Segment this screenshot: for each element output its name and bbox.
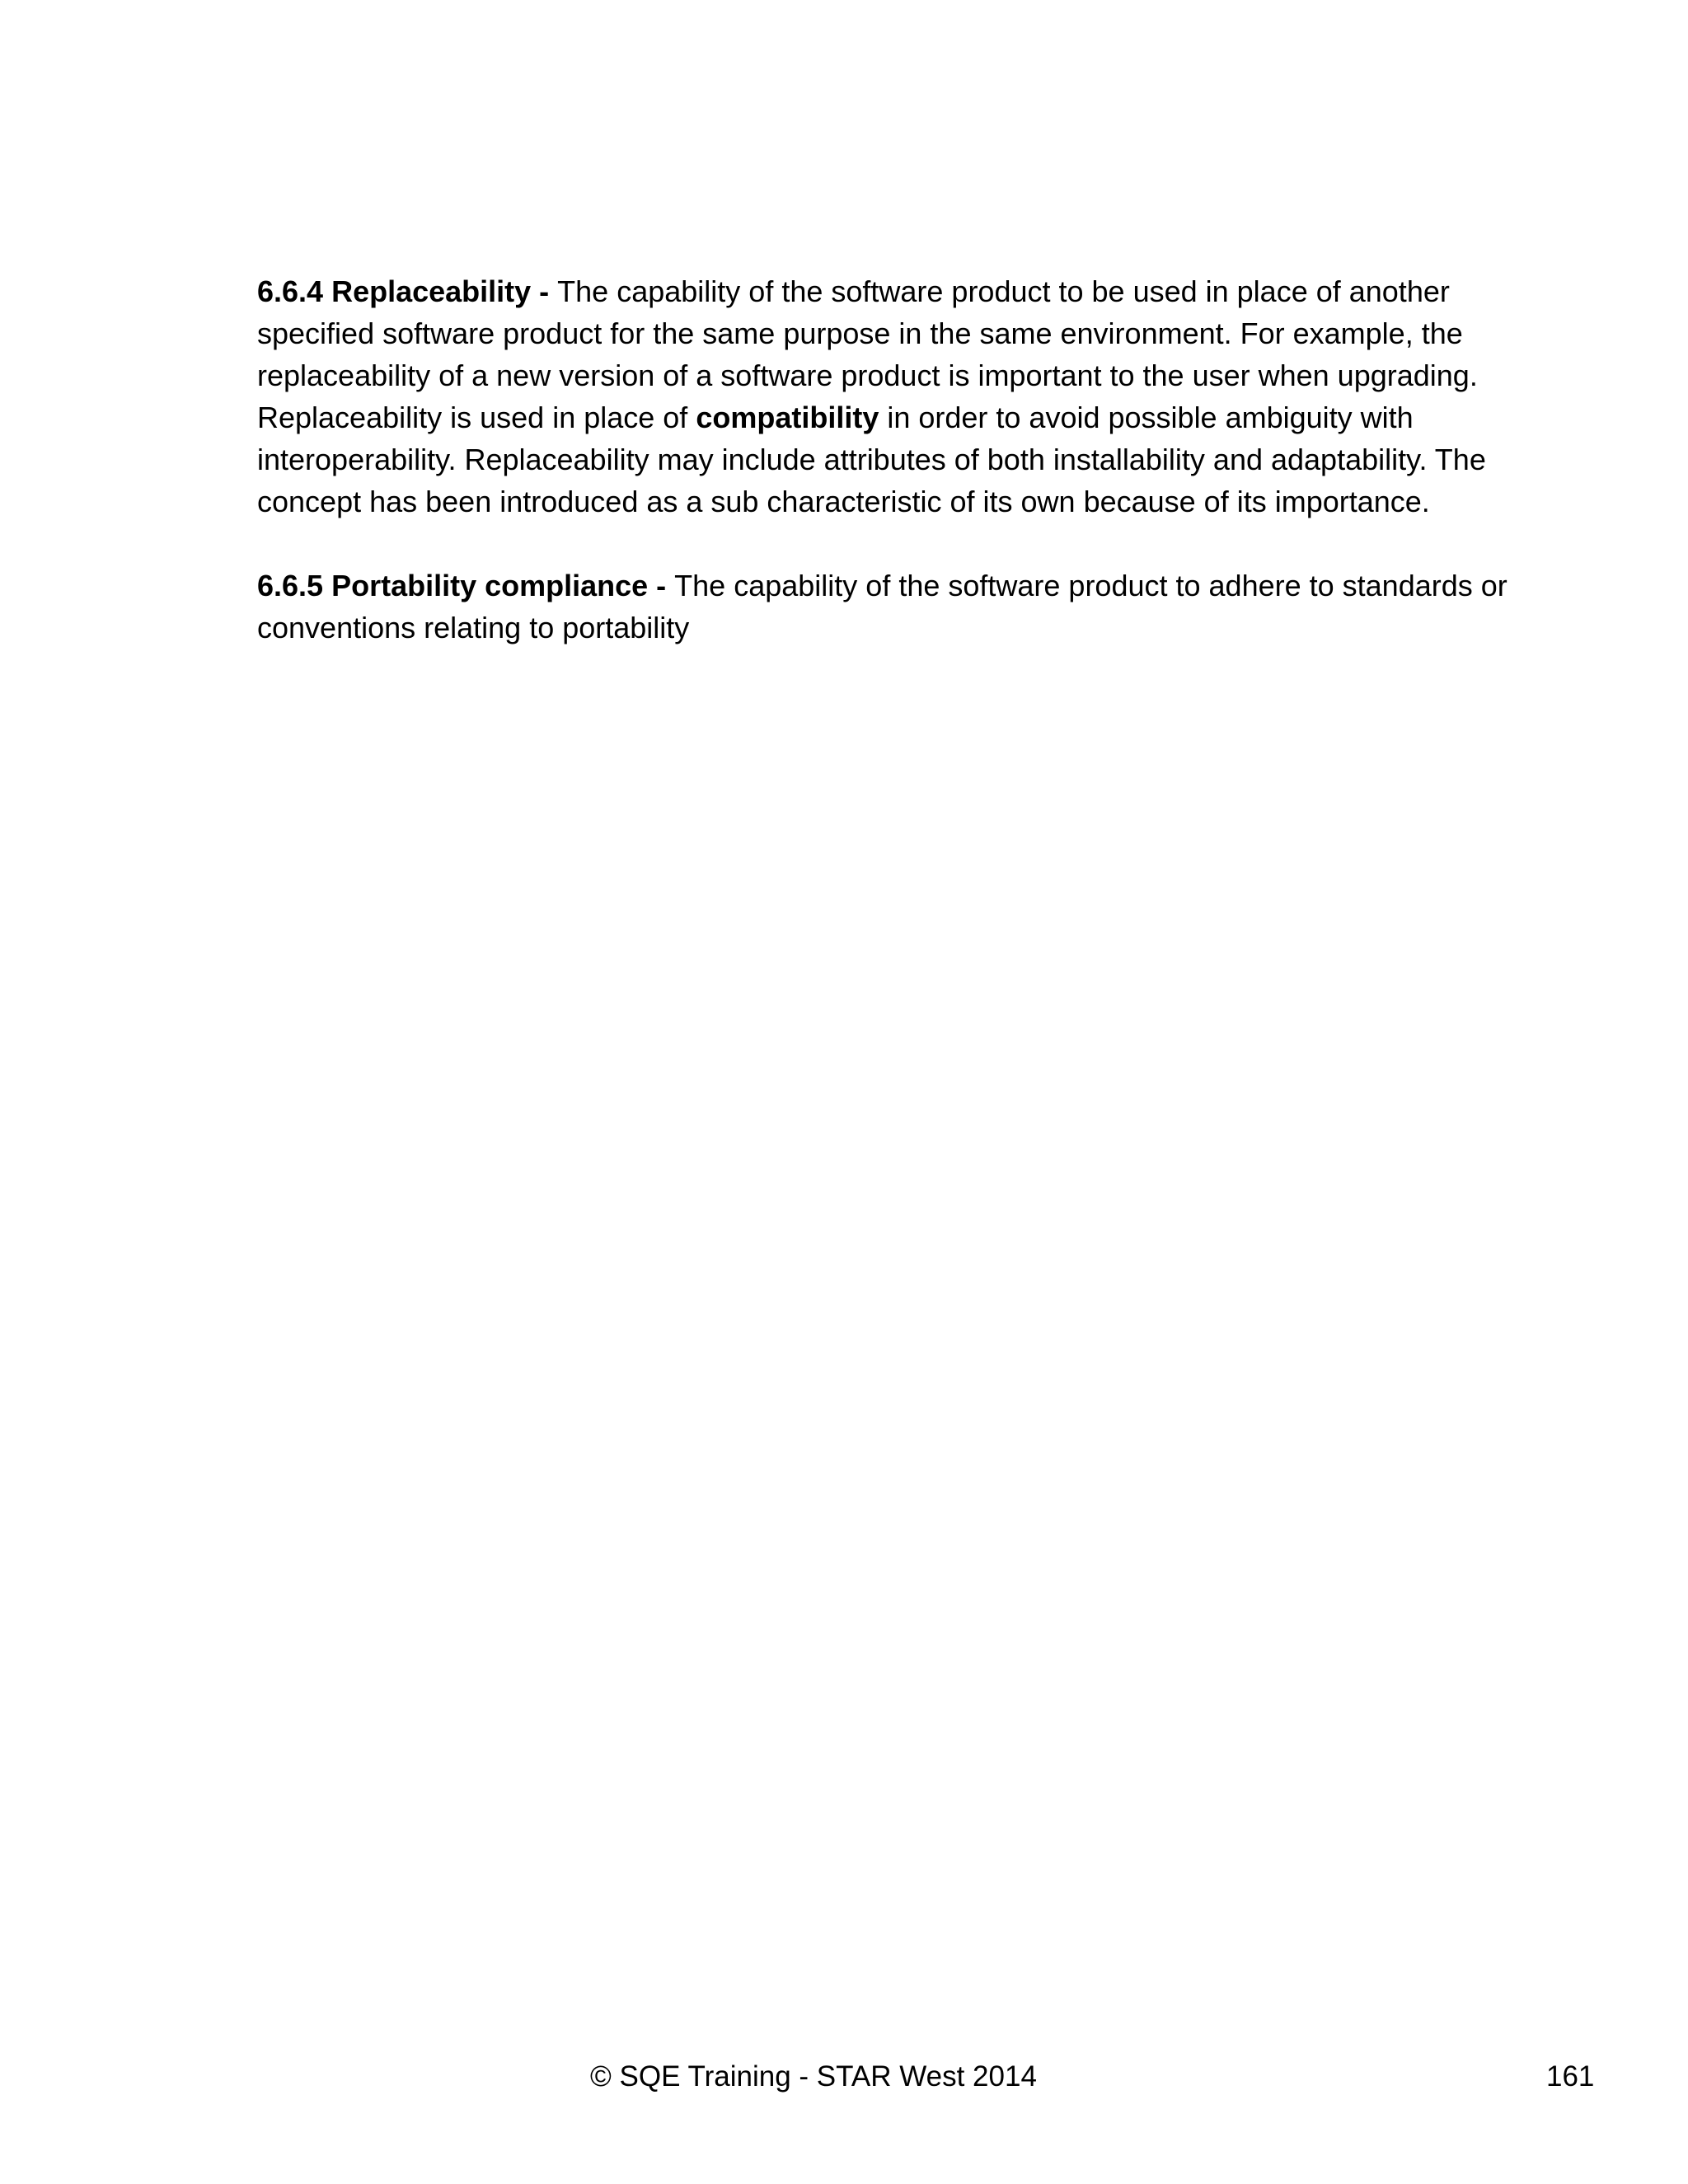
section-portability-compliance	[257, 565, 1526, 649]
section-text-portability-compliance: The capability of the software product to adhere to standards or conventions relating to portability	[257, 569, 1507, 644]
section-text-replaceability-part1: The capability of the software product to be used in place of another specified software product for the same purpose in the same environment. For example, the replaceability of a new version of a software product is important to the user when upgrading. Replaceability is used in place of	[257, 274, 1478, 434]
section-replaceability	[257, 270, 1526, 523]
bold-term-compatibility: compatibility	[696, 401, 879, 434]
section-heading-portability-compliance: 6.6.5 Portability compliance -	[257, 569, 675, 602]
footer-copyright: © SQE Training - STAR West 2014	[590, 2060, 1037, 2093]
section-heading-replaceability: 6.6.4 Replaceability -	[257, 274, 558, 308]
page-number: 161	[1546, 2060, 1595, 2093]
section-text-replaceability-part2: in order to avoid possible ambiguity with interoperability. Replaceability may include attributes of both installability and adaptability. The concept has been introduced as a sub characteristic of its own because of its importance.	[257, 401, 1486, 518]
document-body	[257, 270, 1526, 691]
